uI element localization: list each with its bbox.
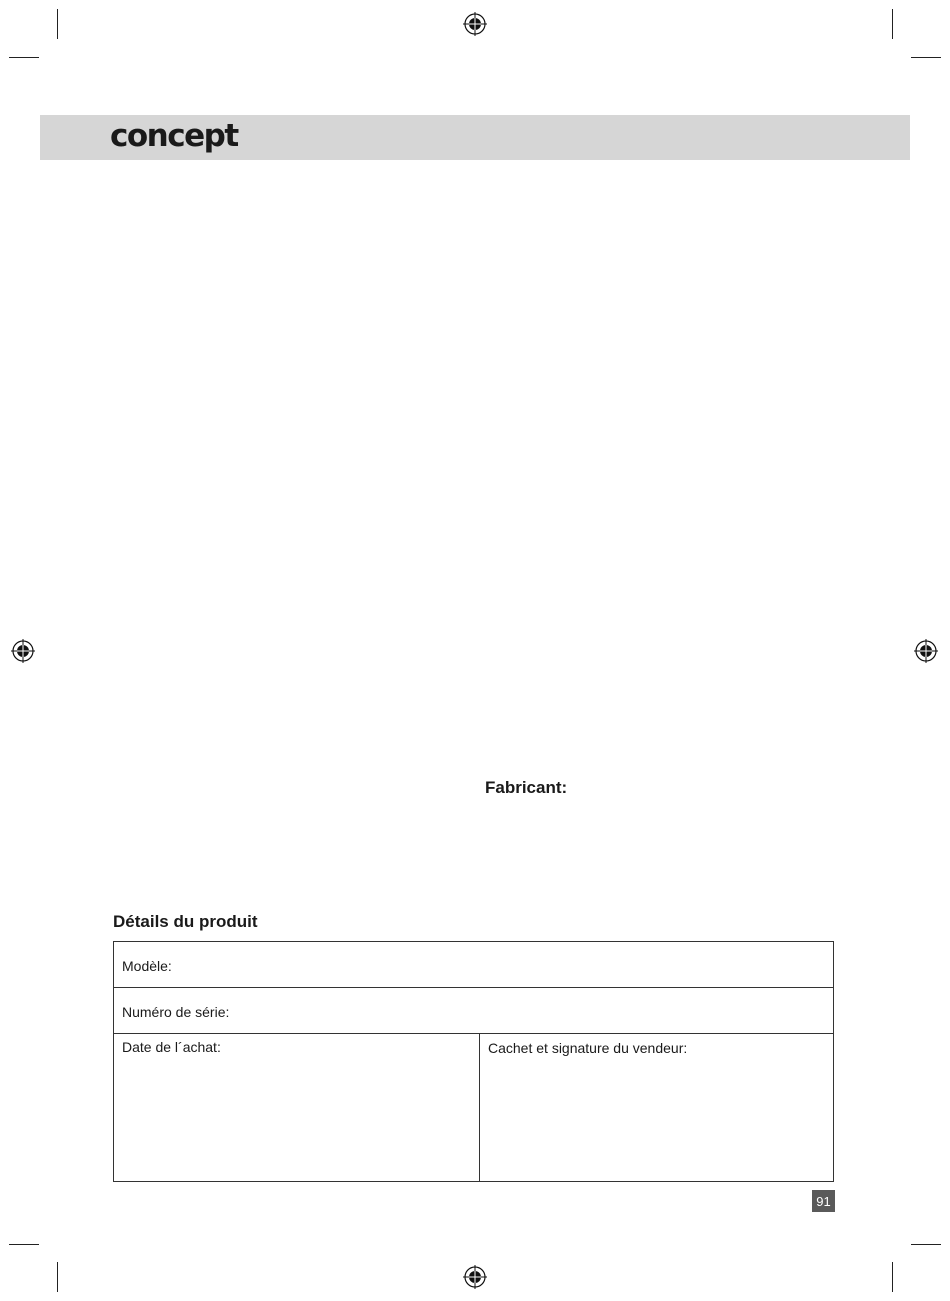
concept-logo [110, 118, 256, 156]
crop-mark [911, 57, 941, 58]
crop-mark [9, 57, 39, 58]
purchase-row [114, 1034, 833, 1181]
registration-mark-icon [10, 638, 36, 664]
manufacturer-label: Fabricant: [485, 778, 568, 797]
product-details-title: Détails du produit [113, 912, 258, 931]
svg-text:concept: concept [110, 118, 238, 154]
product-details-form [113, 941, 834, 1182]
seller-stamp-cell[interactable] [480, 1034, 833, 1181]
model-label: Modèle: [122, 958, 172, 974]
registration-mark-icon [462, 1264, 488, 1290]
serial-number-label: Numéro de série: [122, 1004, 230, 1020]
crop-mark [9, 1244, 39, 1245]
crop-mark [57, 1262, 58, 1292]
purchase-date-cell[interactable] [114, 1034, 480, 1181]
crop-mark [892, 1262, 893, 1292]
registration-mark-icon [462, 11, 488, 37]
crop-mark [892, 9, 893, 39]
registration-mark-icon [913, 638, 939, 664]
crop-mark [911, 1244, 941, 1245]
serial-number-row[interactable] [114, 988, 833, 1034]
crop-mark [57, 9, 58, 39]
model-row[interactable] [114, 942, 833, 988]
page-number-badge: 91 [812, 1190, 835, 1212]
purchase-date-label: Date de l´achat: [122, 1039, 221, 1055]
seller-stamp-label: Cachet et signature du vendeur: [488, 1040, 688, 1056]
